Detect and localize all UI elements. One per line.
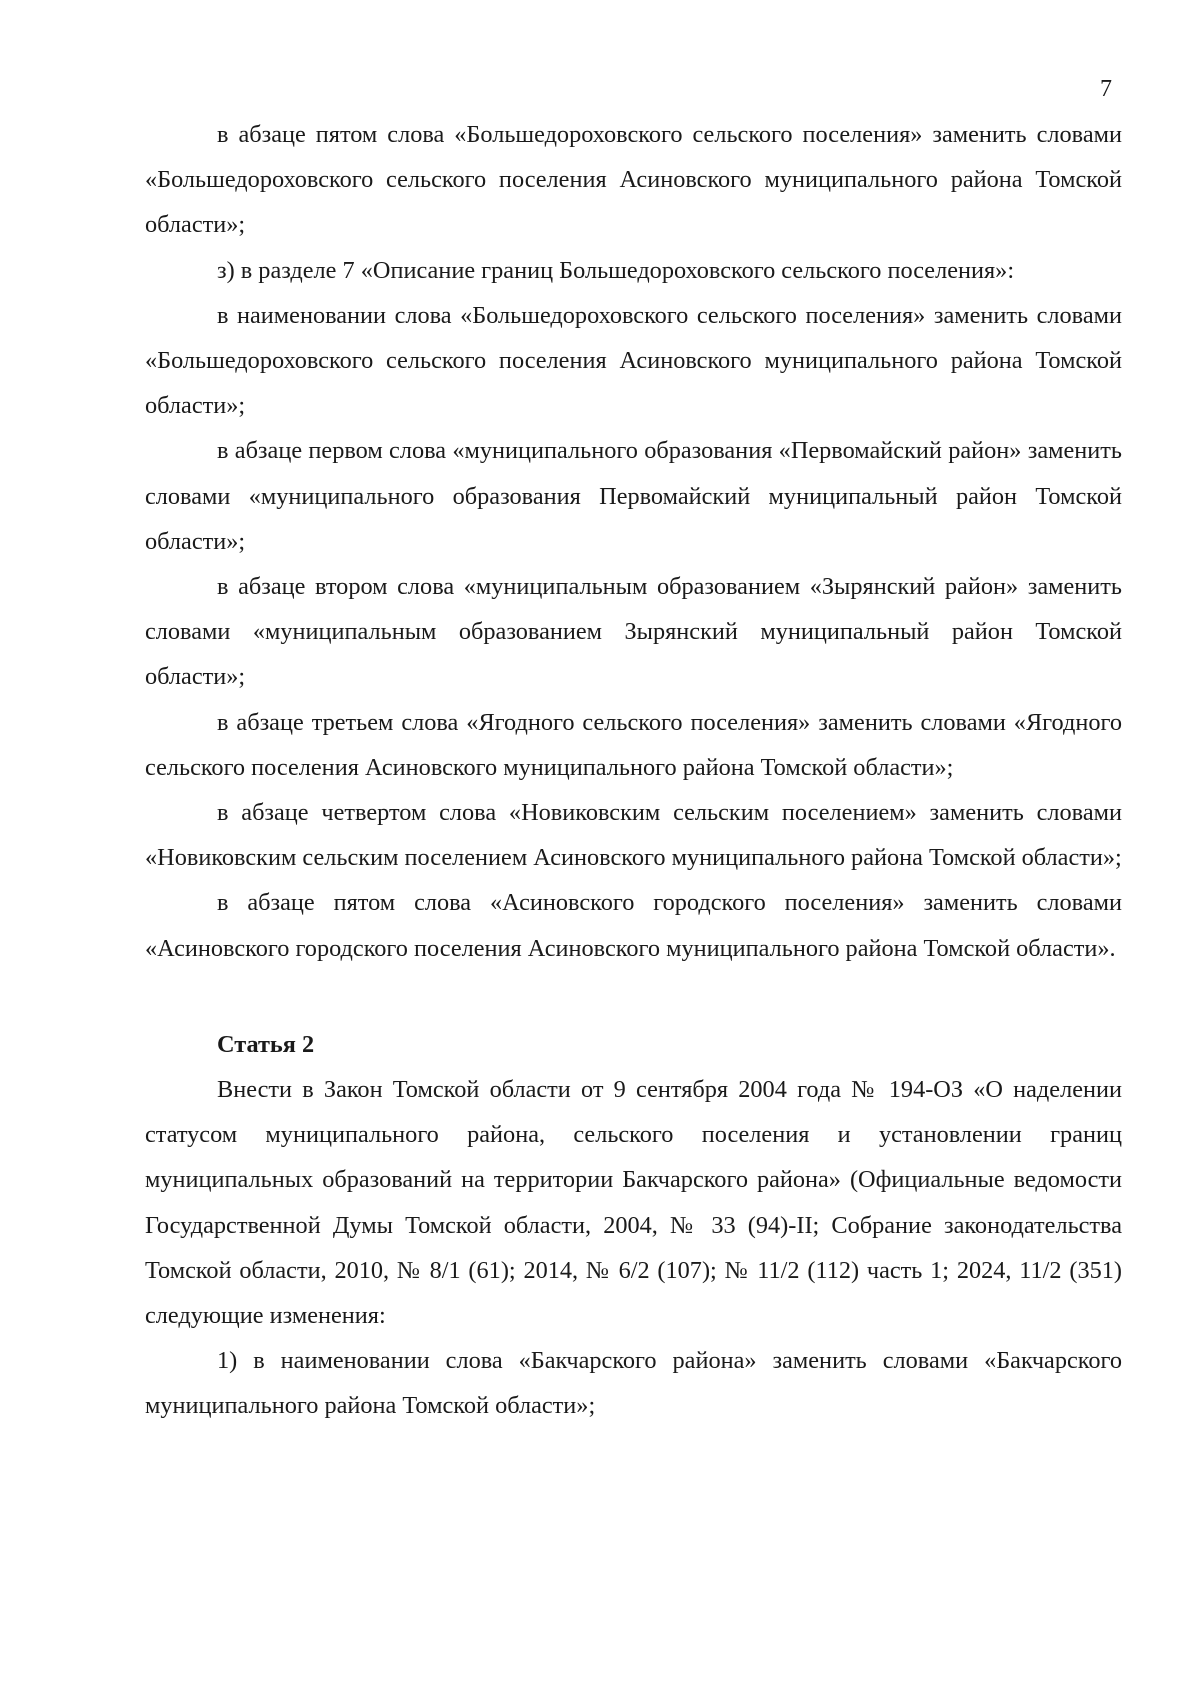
page-number: 7: [1100, 76, 1112, 102]
paragraph: в абзаце втором слова «муниципальным образованием «Зырянский район» заменить словами «муниципальным образованием Зырянский муниципальный район Томской области»;: [145, 573, 1122, 691]
paragraph: в абзаце первом слова «муниципального образования «Первомайский район» заменить словами «муниципального образования Первомайский муниципальный район Томской области»;: [145, 437, 1122, 555]
paragraph: в абзаце пятом слова «Асиновского городского поселения» заменить словами «Асиновского городского поселения Асиновского муниципального района Томской области».: [145, 889, 1122, 962]
paragraph: в абзаце третьем слова «Ягодного сельского поселения» заменить словами «Ягодного сельского поселения Асиновского муниципального района Томской области»;: [145, 708, 1122, 781]
paragraph: в абзаце четвертом слова «Новиковским сельским поселением» заменить словами «Новиковским сельским поселением Асиновского муниципального района Томской области»;: [145, 799, 1122, 872]
document-body: [145, 112, 1122, 1429]
paragraph: в абзаце пятом слова «Большедороховского сельского поселения» заменить словами «Большедороховского сельского поселения Асиновского муниципального района Томской области»;: [145, 121, 1122, 239]
paragraph: в наименовании слова «Большедороховского сельского поселения» заменить словами «Большедороховского сельского поселения Асиновского муниципального района Томской области»;: [145, 301, 1122, 420]
paragraph: з) в разделе 7 «Описание границ Большедороховского сельского поселения»:: [217, 256, 1015, 284]
paragraph: 1) в наименовании слова «Бакчарского района» заменить словами «Бакчарского муниципального района Томской области»;: [145, 1347, 1122, 1420]
article-heading: Статья 2: [217, 1030, 315, 1058]
paragraph: Внести в Закон Томской области от 9 сентября 2004 года № 194-ОЗ «О наделении статусом муниципального района, сельского поселения и установлении границ муниципальных образований на территории Бакчарского района» (Официальные ведомости Государственной Думы Томской области, 2004, № 33 (94)-II; Собрание законодательства Томской области, 2010, № 8/1 (61); 2014, № 6/2 (107); № 11/2 (112) часть 1; 2024, 11/2 (351) следующие изменения:: [145, 1076, 1122, 1330]
